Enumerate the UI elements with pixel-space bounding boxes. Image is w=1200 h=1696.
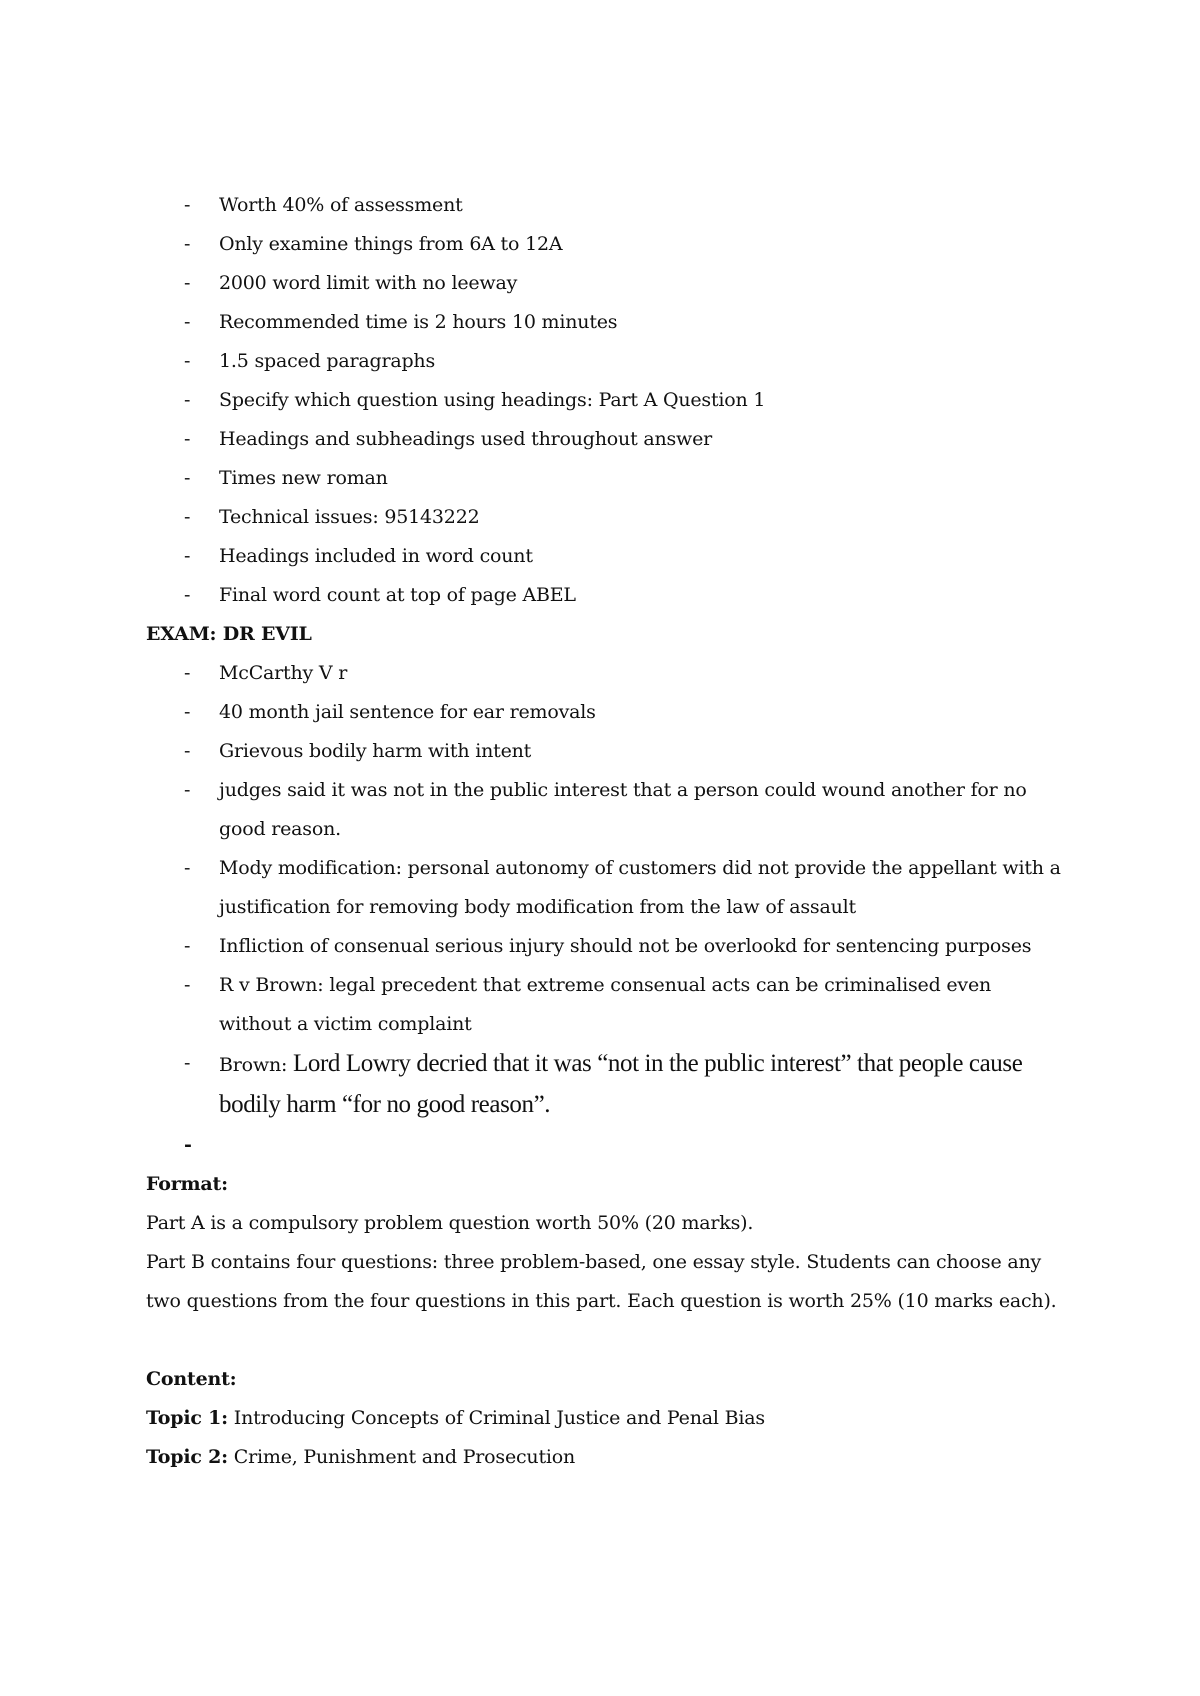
list-item — [146, 342, 1066, 381]
list-item — [146, 459, 1066, 498]
list-item — [146, 225, 1066, 264]
format-part-b: Part B contains four questions: three problem-based, one essay style. Students can choose any two questions from the four questions in this part. Each question is worth 25% (10 marks each). — [146, 1251, 1057, 1312]
list-item-text: Worth 40% of assessment — [219, 194, 463, 216]
list-item-empty — [146, 1126, 1066, 1165]
assessment-list — [146, 186, 1066, 615]
dash-marker: - — [184, 389, 191, 411]
list-item — [146, 771, 1066, 849]
document-page — [146, 186, 1066, 1477]
dash-marker: - — [184, 506, 191, 528]
list-item-text: Times new roman — [219, 467, 388, 489]
dash-marker: - — [184, 1052, 191, 1074]
dash-marker: - — [184, 1134, 192, 1156]
list-item-text: Grievous bodily harm with intent — [219, 740, 532, 762]
dash-marker: - — [184, 428, 191, 450]
list-item-text: Final word count at top of page ABEL — [219, 584, 576, 606]
topic-label: Topic 1: — [146, 1407, 228, 1429]
list-item-text: 40 month jail sentence for ear removals — [219, 701, 596, 723]
dash-marker: - — [184, 350, 191, 372]
topic-title: Crime, Punishment and Prosecution — [227, 1446, 576, 1468]
dash-marker: - — [184, 545, 191, 567]
dash-marker: - — [184, 467, 191, 489]
exam-heading: EXAM: DR EVIL — [146, 623, 312, 645]
list-item-text: Technical issues: 95143222 — [219, 506, 480, 528]
format-heading: Format: — [146, 1173, 228, 1195]
list-item — [146, 303, 1066, 342]
list-item — [146, 420, 1066, 459]
dash-marker: - — [184, 974, 191, 996]
list-item-text: Headings included in word count — [219, 545, 533, 567]
list-item-text: Headings and subheadings used throughout answer — [219, 428, 713, 450]
format-part-a: Part A is a compulsory problem question worth 50% (20 marks). — [146, 1212, 754, 1234]
brown-prefix: Brown: — [219, 1054, 294, 1076]
list-item-text: Mody modification: personal autonomy of customers did not provide the appellant with a justification for removing body modification from the law of assault — [219, 857, 1061, 918]
list-item-text: R v Brown: legal precedent that extreme consenual acts can be criminalised even without a victim complaint — [219, 974, 992, 1035]
content-heading: Content: — [146, 1368, 237, 1390]
list-item-text: judges said it was not in the public interest that a person could wound another for no good reason. — [219, 779, 1027, 840]
dash-marker: - — [184, 584, 191, 606]
list-item — [146, 381, 1066, 420]
spacer — [146, 1321, 1066, 1360]
list-item-text: Specify which question using headings: Part A Question 1 — [219, 389, 766, 411]
dash-marker: - — [184, 857, 191, 879]
list-item — [146, 966, 1066, 1044]
list-item-brown — [146, 1044, 1066, 1126]
topic-title: Introducing Concepts of Criminal Justice and Penal Bias — [227, 1407, 765, 1429]
dash-marker: - — [184, 779, 191, 801]
list-item-text: Only examine things from 6A to 12A — [219, 233, 563, 255]
list-item — [146, 732, 1066, 771]
list-item-text: Recommended time is 2 hours 10 minutes — [219, 311, 618, 333]
list-item — [146, 654, 1066, 693]
list-item-text: 2000 word limit with no leeway — [219, 272, 518, 294]
list-item — [146, 576, 1066, 615]
dash-marker: - — [184, 701, 191, 723]
dash-marker: - — [184, 740, 191, 762]
list-item — [146, 927, 1066, 966]
topic-line — [146, 1438, 1066, 1477]
list-item — [146, 264, 1066, 303]
list-item-text: Infliction of consenual serious injury should not be overlookd for sentencing purposes — [219, 935, 1032, 957]
list-item — [146, 693, 1066, 732]
dash-marker: - — [184, 233, 191, 255]
dash-marker: - — [184, 662, 191, 684]
topic-label: Topic 2: — [146, 1446, 228, 1468]
dash-marker: - — [184, 272, 191, 294]
lord-lowry-quote: Lord Lowry decried that it was “not in the public interest” that people cause bodily harm “for no good reason”. — [219, 1050, 1023, 1118]
list-item — [146, 849, 1066, 927]
dash-marker: - — [184, 194, 191, 216]
list-item-text: McCarthy V r — [219, 662, 348, 684]
dash-marker: - — [184, 311, 191, 333]
list-item — [146, 498, 1066, 537]
dash-marker: - — [184, 935, 191, 957]
topic-line — [146, 1399, 1066, 1438]
exam-list — [146, 654, 1066, 1165]
list-item — [146, 537, 1066, 576]
list-item-text: 1.5 spaced paragraphs — [219, 350, 436, 372]
list-item — [146, 186, 1066, 225]
